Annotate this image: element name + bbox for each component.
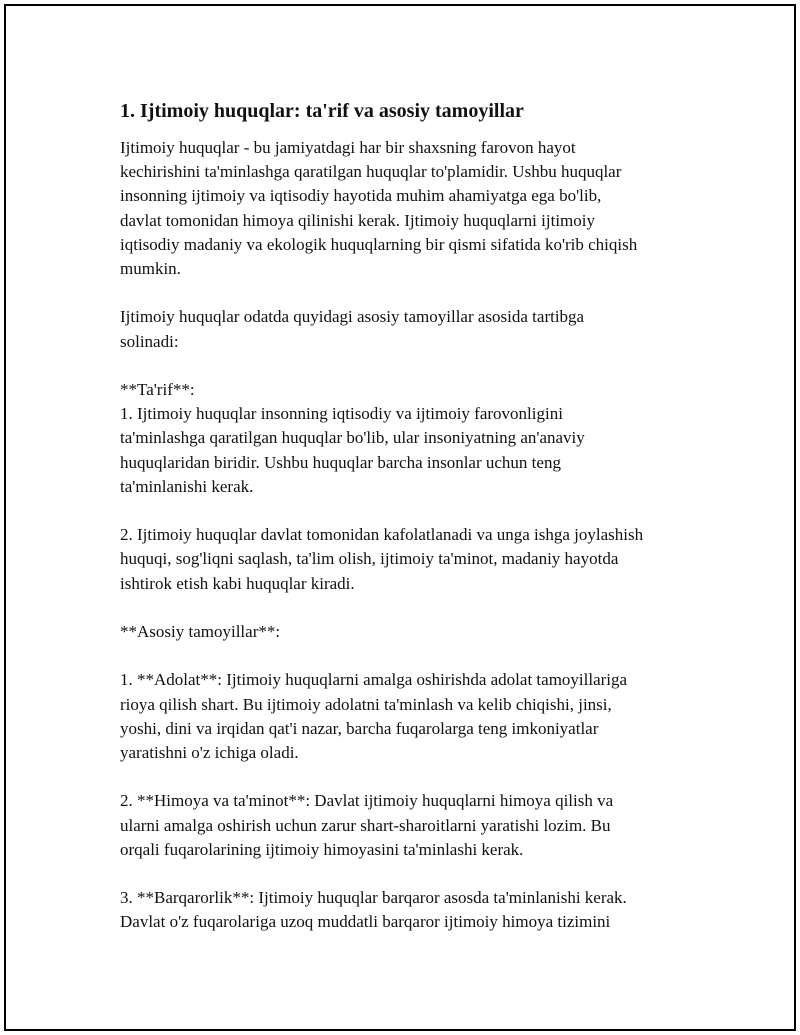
document-body (120, 98, 700, 935)
paragraph-gap (120, 281, 700, 305)
paragraph-principles-intro: Ijtimoiy huquqlar odatda quyidagi asosiy tamoyillar asosida tartibga solinadi: (120, 307, 585, 351)
paragraph-gap (120, 862, 700, 886)
document-title: 1. Ijtimoiy huquqlar: ta'rif va asosiy tamoyillar (120, 100, 524, 122)
paragraph-gap (120, 499, 700, 523)
section-heading-principles: **Asosiy tamoyillar**: (120, 622, 281, 641)
paragraph-gap (120, 765, 700, 789)
paragraph-definition-2: 2. Ijtimoiy huquqlar davlat tomonidan kafolatlanadi va unga ishga joylashish huquqi, sog'liqni saqlash, ta'lim olish, ijtimoiy ta'minot, madaniy hayotda ishtirok etish kabi huquqlar kiradi. (120, 525, 644, 593)
paragraph-definition-1: **Ta'rif**: 1. Ijtimoiy huquqlar insonning iqtisodiy va ijtimoiy farovonligini ta'minlashga qaratilgan huquqlar bo'lib, ular insoniyatning an'anaviy huquqlaridan biridir. Ushbu huquqlar barcha insonlar uchun teng ta'minlanishi kerak. (120, 380, 585, 496)
paragraph-gap (120, 354, 700, 378)
paragraph-intro: Ijtimoiy huquqlar - bu jamiyatdagi har bir shaxsning farovon hayot kechirishini ta'minlashga qaratilgan huquqlar to'plamidir. Ushbu huquqlar insonning ijtimoiy va iqtisodiy hayotida muhim ahamiyatga ega bo'lib, davlat tomonidan himoya qilinishi kerak. Ijtimoiy huquqlarni ijtimoiy iqtisodiy madaniy va ekologik huquqlarning bir qismi sifatida ko'rib chiqish mumkin. (120, 138, 638, 279)
paragraph-gap (120, 644, 700, 668)
document-page (4, 4, 796, 1031)
paragraph-principle-justice: 1. **Adolat**: Ijtimoiy huquqlarni amalga oshirishda adolat tamoyillariga rioya qilish shart. Bu ijtimoiy adolatni ta'minlash va kelib chiqishi, jinsi, yoshi, dini va irqidan qat'i nazar, barcha fuqarolarga teng imkoniyatlar yaratishni o'z ichiga oladi. (120, 670, 628, 762)
paragraph-principle-protection: 2. **Himoya va ta'minot**: Davlat ijtimoiy huquqlarni himoya qilish va ularni amalga oshirish uchun zarur shart-sharoitlarni yaratishi lozim. Bu orqali fuqarolarining ijtimoiy himoyasini ta'minlashi kerak. (120, 791, 614, 859)
paragraph-principle-stability: 3. **Barqarorlik**: Ijtimoiy huquqlar barqaror asosda ta'minlanishi kerak. Davlat o'z fuqarolariga uzoq muddatli barqaror ijtimoiy himoya tizimini (120, 888, 627, 932)
paragraph-gap (120, 596, 700, 620)
